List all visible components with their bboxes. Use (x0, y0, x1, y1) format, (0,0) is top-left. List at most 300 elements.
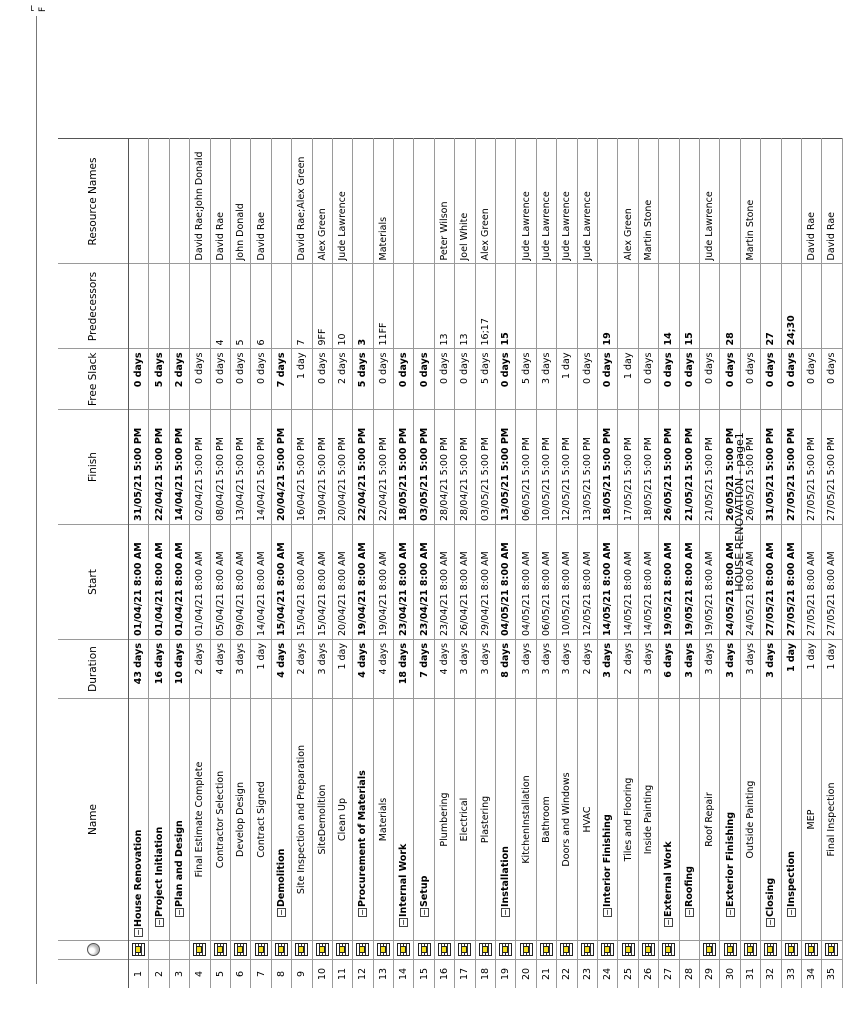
resource-names-cell[interactable] (394, 139, 414, 264)
table-row[interactable] (577, 139, 597, 988)
start-cell[interactable]: 10/05/21 8:00 AM (557, 525, 577, 640)
free-slack-cell[interactable]: 0 days (822, 349, 842, 410)
resource-names-cell[interactable]: Alex Green (618, 139, 638, 264)
table-row[interactable] (597, 139, 617, 988)
task-notes-icon (255, 944, 268, 957)
resource-names-cell[interactable]: David Rae (822, 139, 842, 264)
collapse-toggle-icon[interactable]: − (664, 919, 674, 926)
start-cell[interactable]: 15/04/21 8:00 AM (292, 525, 312, 640)
finish-cell[interactable]: 22/04/21 5:00 PM (373, 410, 393, 525)
start-cell[interactable]: 26/04/21 8:00 AM (455, 525, 475, 640)
table-row[interactable] (332, 139, 352, 988)
duration-cell[interactable]: 1 day (801, 640, 821, 699)
task-name-cell[interactable] (822, 699, 842, 941)
table-row[interactable] (169, 139, 189, 988)
collapse-toggle-icon[interactable]: − (766, 919, 776, 926)
task-name-cell[interactable] (129, 699, 149, 941)
free-slack-cell[interactable]: 0 days (740, 349, 760, 410)
free-slack-cell[interactable]: 5 days (353, 349, 373, 410)
start-cell[interactable]: 06/05/21 8:00 AM (536, 525, 556, 640)
free-slack-cell[interactable]: 0 days (210, 349, 230, 410)
table-row[interactable] (434, 139, 454, 988)
task-name-cell[interactable] (414, 699, 434, 941)
resource-names-cell[interactable]: Jude Lawrence (557, 139, 577, 264)
task-name-cell[interactable] (149, 699, 169, 941)
resource-names-cell[interactable]: David Rae (801, 139, 821, 264)
free-slack-cell[interactable]: 1 day (292, 349, 312, 410)
finish-cell[interactable]: 18/05/21 5:00 PM (597, 410, 617, 525)
resource-names-cell[interactable]: Martin Stone (638, 139, 658, 264)
start-cell[interactable]: 01/04/21 8:00 AM (169, 525, 189, 640)
table-row[interactable] (659, 139, 679, 988)
resource-names-cell[interactable] (353, 139, 373, 264)
predecessors-cell[interactable]: 7 (292, 264, 312, 349)
finish-cell[interactable]: 27/05/21 5:00 PM (781, 410, 801, 525)
finish-cell[interactable]: 20/04/21 5:00 PM (271, 410, 291, 525)
duration-cell[interactable]: 3 days (720, 640, 740, 699)
task-name-cell[interactable] (496, 699, 516, 941)
resource-names-cell[interactable]: Jude Lawrence (577, 139, 597, 264)
finish-cell[interactable]: 26/05/21 5:00 PM (720, 410, 740, 525)
finish-cell[interactable]: 19/04/21 5:00 PM (312, 410, 332, 525)
predecessors-cell[interactable] (822, 264, 842, 349)
table-row[interactable] (699, 139, 719, 988)
start-cell[interactable]: 27/05/21 8:00 AM (801, 525, 821, 640)
table-row[interactable] (761, 139, 781, 988)
free-slack-cell[interactable]: 0 days (597, 349, 617, 410)
task-name-cell[interactable] (455, 699, 475, 941)
duration-cell[interactable]: 6 days (659, 640, 679, 699)
free-slack-cell[interactable]: 0 days (129, 349, 149, 410)
free-slack-cell[interactable]: 0 days (720, 349, 740, 410)
table-row[interactable] (394, 139, 414, 988)
finish-cell[interactable]: 03/05/21 5:00 PM (475, 410, 495, 525)
col-header-resource-names[interactable]: Resource Names (58, 139, 129, 264)
free-slack-cell[interactable]: 5 days (475, 349, 495, 410)
predecessors-cell[interactable] (536, 264, 556, 349)
predecessors-cell[interactable] (414, 264, 434, 349)
duration-cell[interactable]: 43 days (129, 640, 149, 699)
predecessors-cell[interactable] (516, 264, 536, 349)
duration-cell[interactable]: 2 days (618, 640, 638, 699)
finish-cell[interactable]: 13/05/21 5:00 PM (577, 410, 597, 525)
free-slack-cell[interactable]: 0 days (190, 349, 210, 410)
task-name-cell[interactable] (353, 699, 373, 941)
predecessors-cell[interactable]: 19 (597, 264, 617, 349)
resource-names-cell[interactable]: Jude Lawrence (699, 139, 719, 264)
duration-cell[interactable]: 1 day (332, 640, 352, 699)
table-row[interactable] (353, 139, 373, 988)
col-header-finish[interactable]: Finish (58, 410, 129, 525)
task-name-cell[interactable] (516, 699, 536, 941)
table-row[interactable] (129, 139, 149, 988)
task-name-cell[interactable] (373, 699, 393, 941)
finish-cell[interactable]: 13/04/21 5:00 PM (230, 410, 250, 525)
free-slack-cell[interactable]: 0 days (781, 349, 801, 410)
finish-cell[interactable]: 13/05/21 5:00 PM (496, 410, 516, 525)
finish-cell[interactable]: 27/05/21 5:00 PM (822, 410, 842, 525)
table-row[interactable] (230, 139, 250, 988)
predecessors-cell[interactable]: 4 (210, 264, 230, 349)
table-row[interactable] (822, 139, 842, 988)
task-name-cell[interactable] (210, 699, 230, 941)
task-name-cell[interactable] (271, 699, 291, 941)
task-notes-icon (703, 944, 716, 957)
free-slack-cell[interactable]: 0 days (801, 349, 821, 410)
col-header-free-slack[interactable]: Free Slack (58, 349, 129, 410)
collapse-toggle-icon[interactable]: − (501, 909, 511, 916)
predecessors-cell[interactable]: 10 (332, 264, 352, 349)
free-slack-cell[interactable]: 1 day (557, 349, 577, 410)
predecessors-cell[interactable] (577, 264, 597, 349)
start-cell[interactable]: 24/05/21 8:00 AM (740, 525, 760, 640)
start-cell[interactable]: 27/05/21 8:00 AM (761, 525, 781, 640)
duration-cell[interactable]: 3 days (638, 640, 658, 699)
duration-cell[interactable]: 2 days (190, 640, 210, 699)
predecessors-cell[interactable]: 14 (659, 264, 679, 349)
duration-cell[interactable]: 3 days (536, 640, 556, 699)
start-cell[interactable]: 19/05/21 8:00 AM (659, 525, 679, 640)
task-name-cell[interactable] (251, 699, 271, 941)
task-name-cell[interactable] (659, 699, 679, 941)
predecessors-cell[interactable]: 3 (353, 264, 373, 349)
finish-cell[interactable]: 14/04/21 5:00 PM (251, 410, 271, 525)
duration-cell[interactable]: 2 days (292, 640, 312, 699)
table-row[interactable] (312, 139, 332, 988)
duration-cell[interactable]: 3 days (455, 640, 475, 699)
free-slack-cell[interactable]: 0 days (761, 349, 781, 410)
table-row[interactable] (801, 139, 821, 988)
resource-names-cell[interactable]: Joel White (455, 139, 475, 264)
table-row[interactable] (251, 139, 271, 988)
row-id: 1 (129, 960, 149, 989)
finish-cell[interactable]: 08/04/21 5:00 PM (210, 410, 230, 525)
free-slack-cell[interactable]: 0 days (496, 349, 516, 410)
predecessors-cell[interactable]: 11FF (373, 264, 393, 349)
task-name-cell[interactable] (536, 699, 556, 941)
duration-cell[interactable]: 3 days (699, 640, 719, 699)
collapse-toggle-icon[interactable]: − (786, 909, 796, 916)
finish-cell[interactable]: 02/04/21 5:00 PM (190, 410, 210, 525)
resource-names-cell[interactable]: Alex Green (475, 139, 495, 264)
task-name-cell[interactable] (312, 699, 332, 941)
duration-cell[interactable]: 16 days (149, 640, 169, 699)
duration-cell[interactable]: 4 days (434, 640, 454, 699)
task-name-cell[interactable] (169, 699, 189, 941)
duration-cell[interactable]: 10 days (169, 640, 189, 699)
duration-cell[interactable]: 1 day (822, 640, 842, 699)
finish-cell[interactable]: 26/05/21 5:00 PM (740, 410, 760, 525)
duration-cell[interactable]: 8 days (496, 640, 516, 699)
predecessors-cell[interactable] (638, 264, 658, 349)
free-slack-cell[interactable]: 2 days (332, 349, 352, 410)
predecessors-cell[interactable] (618, 264, 638, 349)
free-slack-cell[interactable]: 0 days (394, 349, 414, 410)
duration-cell[interactable]: 4 days (353, 640, 373, 699)
free-slack-cell[interactable]: 5 days (516, 349, 536, 410)
table-row[interactable] (638, 139, 658, 988)
finish-cell[interactable]: 22/04/21 5:00 PM (353, 410, 373, 525)
start-cell[interactable]: 01/04/21 8:00 AM (129, 525, 149, 640)
table-row[interactable] (516, 139, 536, 988)
predecessors-cell[interactable]: 13 (455, 264, 475, 349)
free-slack-cell[interactable]: 0 days (434, 349, 454, 410)
free-slack-cell[interactable]: 5 days (149, 349, 169, 410)
finish-cell[interactable]: 17/05/21 5:00 PM (618, 410, 638, 525)
start-cell[interactable]: 19/04/21 8:00 AM (353, 525, 373, 640)
resource-names-cell[interactable] (169, 139, 189, 264)
table-row[interactable] (271, 139, 291, 988)
resource-names-cell[interactable] (679, 139, 699, 264)
resource-names-cell[interactable]: Jude Lawrence (536, 139, 556, 264)
resource-names-cell[interactable] (761, 139, 781, 264)
table-row[interactable] (557, 139, 577, 988)
resource-names-cell[interactable] (781, 139, 801, 264)
predecessors-cell[interactable]: 16;17 (475, 264, 495, 349)
duration-cell[interactable]: 3 days (312, 640, 332, 699)
free-slack-cell[interactable]: 0 days (659, 349, 679, 410)
task-name-cell[interactable] (801, 699, 821, 941)
start-cell[interactable]: 14/04/21 8:00 AM (251, 525, 271, 640)
resource-names-cell[interactable]: David Rae;John Donald (190, 139, 210, 264)
finish-cell[interactable]: 28/04/21 5:00 PM (434, 410, 454, 525)
finish-cell[interactable]: 03/05/21 5:00 PM (414, 410, 434, 525)
collapse-toggle-icon[interactable]: − (358, 909, 368, 916)
start-cell[interactable]: 04/05/21 8:00 AM (516, 525, 536, 640)
duration-cell[interactable]: 3 days (740, 640, 760, 699)
start-cell[interactable]: 01/04/21 8:00 AM (190, 525, 210, 640)
finish-cell[interactable]: 14/04/21 5:00 PM (169, 410, 189, 525)
start-cell[interactable]: 23/04/21 8:00 AM (414, 525, 434, 640)
start-cell[interactable]: 12/05/21 8:00 AM (577, 525, 597, 640)
resource-names-cell[interactable]: David Rae (210, 139, 230, 264)
task-name-cell[interactable] (761, 699, 781, 941)
task-name-cell[interactable] (679, 699, 699, 941)
predecessors-cell[interactable]: 28 (720, 264, 740, 349)
finish-cell[interactable]: 20/04/21 5:00 PM (332, 410, 352, 525)
table-row[interactable] (210, 139, 230, 988)
task-name-cell[interactable] (781, 699, 801, 941)
free-slack-cell[interactable]: 7 days (271, 349, 291, 410)
finish-cell[interactable]: 26/05/21 5:00 PM (659, 410, 679, 525)
resource-names-cell[interactable] (659, 139, 679, 264)
predecessors-cell[interactable]: 27 (761, 264, 781, 349)
start-cell[interactable]: 23/04/21 8:00 AM (434, 525, 454, 640)
resource-names-cell[interactable] (414, 139, 434, 264)
free-slack-cell[interactable]: 0 days (251, 349, 271, 410)
task-name-cell[interactable] (475, 699, 495, 941)
resource-names-cell[interactable]: Alex Green (312, 139, 332, 264)
start-cell[interactable]: 27/05/21 8:00 AM (781, 525, 801, 640)
start-cell[interactable]: 14/05/21 8:00 AM (597, 525, 617, 640)
collapse-toggle-icon[interactable]: − (399, 919, 409, 926)
table-row[interactable] (781, 139, 801, 988)
finish-cell[interactable]: 21/05/21 5:00 PM (679, 410, 699, 525)
predecessors-cell[interactable]: 24;30 (781, 264, 801, 349)
free-slack-cell[interactable]: 0 days (577, 349, 597, 410)
resource-names-cell[interactable] (597, 139, 617, 264)
task-name-cell[interactable] (394, 699, 414, 941)
resource-names-cell[interactable]: Martin Stone (740, 139, 760, 264)
task-name-cell[interactable] (638, 699, 658, 941)
start-cell[interactable]: 15/04/21 8:00 AM (312, 525, 332, 640)
duration-cell[interactable]: 4 days (210, 640, 230, 699)
predecessors-cell[interactable] (129, 264, 149, 349)
table-row[interactable] (536, 139, 556, 988)
start-cell[interactable]: 29/04/21 8:00 AM (475, 525, 495, 640)
duration-cell[interactable]: 3 days (475, 640, 495, 699)
table-row[interactable] (292, 139, 312, 988)
duration-cell[interactable]: 3 days (761, 640, 781, 699)
resource-names-cell[interactable] (271, 139, 291, 264)
table-row[interactable] (475, 139, 495, 988)
collapse-toggle-icon[interactable]: − (419, 909, 429, 916)
row-indicator (373, 941, 393, 960)
duration-cell[interactable]: 7 days (414, 640, 434, 699)
predecessors-cell[interactable] (190, 264, 210, 349)
task-name-cell[interactable] (190, 699, 210, 941)
predecessors-cell[interactable] (169, 264, 189, 349)
start-cell[interactable]: 05/04/21 8:00 AM (210, 525, 230, 640)
predecessors-cell[interactable] (394, 264, 414, 349)
predecessors-cell[interactable] (699, 264, 719, 349)
table-row[interactable] (414, 139, 434, 988)
predecessors-cell[interactable] (557, 264, 577, 349)
task-name-cell[interactable] (332, 699, 352, 941)
collapse-toggle-icon[interactable]: − (603, 909, 613, 916)
resource-names-cell[interactable] (496, 139, 516, 264)
finish-cell[interactable]: 12/05/21 5:00 PM (557, 410, 577, 525)
free-slack-cell[interactable]: 0 days (312, 349, 332, 410)
resource-names-cell[interactable]: David Rae;Alex Green (292, 139, 312, 264)
predecessors-cell[interactable] (271, 264, 291, 349)
free-slack-cell[interactable]: 0 days (679, 349, 699, 410)
col-header-duration[interactable]: Duration (58, 640, 129, 699)
start-cell[interactable]: 19/05/21 8:00 AM (699, 525, 719, 640)
task-name-cell[interactable] (699, 699, 719, 941)
start-cell[interactable]: 19/05/21 8:00 AM (679, 525, 699, 640)
start-cell[interactable]: 14/05/21 8:00 AM (618, 525, 638, 640)
start-cell[interactable]: 14/05/21 8:00 AM (638, 525, 658, 640)
finish-cell[interactable]: 10/05/21 5:00 PM (536, 410, 556, 525)
resource-names-cell[interactable] (129, 139, 149, 264)
resource-names-cell[interactable]: Jude Lawrence (332, 139, 352, 264)
table-row[interactable] (496, 139, 516, 988)
collapse-toggle-icon[interactable]: − (684, 909, 694, 916)
collapse-toggle-icon[interactable]: − (134, 929, 144, 936)
duration-cell[interactable]: 1 day (781, 640, 801, 699)
collapse-toggle-icon[interactable]: − (276, 909, 286, 916)
resource-names-cell[interactable]: Materials (373, 139, 393, 264)
free-slack-cell[interactable]: 0 days (455, 349, 475, 410)
free-slack-cell[interactable]: 0 days (373, 349, 393, 410)
table-row[interactable] (190, 139, 210, 988)
table-row[interactable] (618, 139, 638, 988)
start-cell[interactable]: 27/05/21 8:00 AM (822, 525, 842, 640)
start-cell[interactable]: 24/05/21 8:00 AM (720, 525, 740, 640)
duration-cell[interactable]: 1 day (251, 640, 271, 699)
col-header-name[interactable]: Name (58, 699, 129, 941)
duration-cell[interactable]: 4 days (373, 640, 393, 699)
table-row[interactable] (373, 139, 393, 988)
resource-names-cell[interactable]: David Rae (251, 139, 271, 264)
predecessors-cell[interactable]: 9FF (312, 264, 332, 349)
collapse-toggle-icon[interactable]: − (725, 909, 735, 916)
start-cell[interactable]: 04/05/21 8:00 AM (496, 525, 516, 640)
table-row[interactable] (679, 139, 699, 988)
start-cell[interactable]: 20/04/21 8:00 AM (332, 525, 352, 640)
free-slack-cell[interactable]: 0 days (414, 349, 434, 410)
finish-cell[interactable]: 06/05/21 5:00 PM (516, 410, 536, 525)
duration-cell[interactable]: 3 days (516, 640, 536, 699)
predecessors-cell[interactable]: 15 (496, 264, 516, 349)
finish-cell[interactable]: 18/05/21 5:00 PM (638, 410, 658, 525)
task-name-cell[interactable] (557, 699, 577, 941)
start-cell[interactable]: 19/04/21 8:00 AM (373, 525, 393, 640)
predecessors-cell[interactable]: 15 (679, 264, 699, 349)
col-header-start[interactable]: Start (58, 525, 129, 640)
task-name-cell[interactable] (434, 699, 454, 941)
collapse-toggle-icon[interactable]: − (174, 909, 184, 916)
duration-cell[interactable]: 3 days (557, 640, 577, 699)
predecessors-cell[interactable]: 13 (434, 264, 454, 349)
free-slack-cell[interactable]: 2 days (169, 349, 189, 410)
start-cell[interactable]: 15/04/21 8:00 AM (271, 525, 291, 640)
duration-cell[interactable]: 3 days (230, 640, 250, 699)
resource-names-cell[interactable]: John Donald (230, 139, 250, 264)
task-name-cell[interactable] (597, 699, 617, 941)
free-slack-cell[interactable]: 0 days (699, 349, 719, 410)
free-slack-cell[interactable]: 3 days (536, 349, 556, 410)
duration-cell[interactable]: 2 days (577, 640, 597, 699)
finish-cell[interactable]: 28/04/21 5:00 PM (455, 410, 475, 525)
start-cell[interactable]: 01/04/21 8:00 AM (149, 525, 169, 640)
finish-cell[interactable]: 18/05/21 5:00 PM (394, 410, 414, 525)
start-cell[interactable]: 09/04/21 8:00 AM (230, 525, 250, 640)
duration-cell[interactable]: 3 days (597, 640, 617, 699)
collapse-toggle-icon[interactable]: − (154, 919, 164, 926)
duration-cell[interactable]: 3 days (679, 640, 699, 699)
start-cell[interactable]: 23/04/21 8:00 AM (394, 525, 414, 640)
finish-cell[interactable]: 21/05/21 5:00 PM (699, 410, 719, 525)
resource-names-cell[interactable]: Peter Wilson (434, 139, 454, 264)
task-name-cell[interactable] (292, 699, 312, 941)
row-id: 31 (740, 960, 760, 989)
free-slack-cell[interactable]: 1 day (618, 349, 638, 410)
resource-names-cell[interactable]: Jude Lawrence (516, 139, 536, 264)
finish-cell[interactable]: 27/05/21 5:00 PM (801, 410, 821, 525)
duration-cell[interactable]: 18 days (394, 640, 414, 699)
finish-cell[interactable]: 22/04/21 5:00 PM (149, 410, 169, 525)
predecessors-cell[interactable] (801, 264, 821, 349)
resource-names-cell[interactable] (149, 139, 169, 264)
predecessors-cell[interactable] (149, 264, 169, 349)
task-name-cell[interactable] (230, 699, 250, 941)
task-name-cell[interactable] (618, 699, 638, 941)
finish-cell[interactable]: 31/05/21 5:00 PM (761, 410, 781, 525)
table-row[interactable] (149, 139, 169, 988)
predecessors-cell[interactable]: 6 (251, 264, 271, 349)
free-slack-cell[interactable]: 0 days (230, 349, 250, 410)
finish-cell[interactable]: 16/04/21 5:00 PM (292, 410, 312, 525)
table-row[interactable] (455, 139, 475, 988)
finish-cell[interactable]: 31/05/21 5:00 PM (129, 410, 149, 525)
free-slack-cell[interactable]: 0 days (638, 349, 658, 410)
predecessors-cell[interactable]: 5 (230, 264, 250, 349)
task-name-cell[interactable] (577, 699, 597, 941)
col-header-predecessors[interactable]: Predecessors (58, 264, 129, 349)
duration-cell[interactable]: 4 days (271, 640, 291, 699)
